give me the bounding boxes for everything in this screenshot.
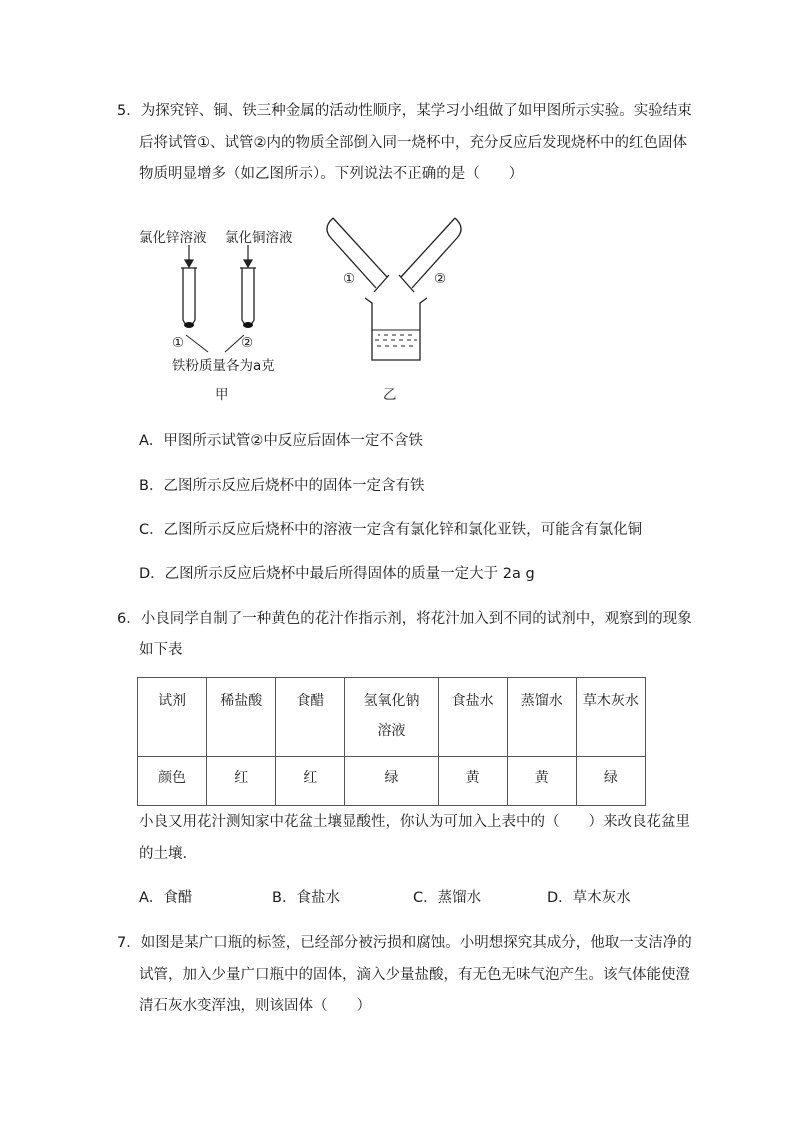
q6-option-b[interactable]: B．食盐水 [272, 890, 340, 906]
q6-stem-line-1: 6．小良同学自制了一种黄色的花汁作指示剂，将花汁加入到不同的试剂中，观察到的现象 [117, 611, 692, 627]
q6-followup-line-1: 小良又用花汁测知家中花盆土壤显酸性，你认为可加入上表中的（ ）来改良花盆里 [139, 814, 690, 830]
table-cell: 黄 [507, 757, 576, 806]
label-zinc-chloride: 氯化锌溶液 [139, 230, 207, 246]
indicator-color-table [137, 677, 646, 806]
q5-option-c[interactable]: C．乙图所示反应后烧杯中的溶液一定含有氯化锌和氯化亚铁，可能含有氯化铜 [139, 522, 643, 538]
table-cell: 稀盐酸 [207, 678, 276, 757]
q6-option-c[interactable]: C．蒸馏水 [413, 890, 482, 906]
q5-option-a[interactable]: A．甲图所示试管②中反应后固体一定不含铁 [139, 433, 423, 449]
table-cell: 绿 [345, 757, 438, 806]
label-copper-chloride: 氯化铜溶液 [225, 230, 293, 246]
q5-option-b[interactable]: B．乙图所示反应后烧杯中的固体一定含有铁 [139, 478, 425, 494]
table-cell: 黄 [438, 757, 507, 806]
test-tube-1-icon [181, 268, 197, 328]
pouring-tube-1-icon [327, 218, 389, 292]
q5-stem-line-2: 后将试管①、试管②内的物质全部倒入同一烧杯中，充分反应后发现烧杯中的红色固体 [139, 135, 687, 151]
table-cell: 草木灰水 [576, 678, 645, 757]
iron-mass-label: 铁粉质量各为a克 [172, 358, 275, 374]
figure-caption-jia: 甲 [215, 387, 229, 403]
pour-tube-2-number: ② [434, 271, 447, 287]
table-row-colors [138, 757, 646, 806]
q7-stem-line-1: 7．如图是某广口瓶的标签，已经部分被污损和腐蚀。小明想探究其成分，他取一支洁净的 [117, 935, 692, 951]
table-cell: 食盐水 [438, 678, 507, 757]
pour-tube-1-number: ① [343, 271, 356, 287]
arrow-tube1-icon [185, 245, 193, 267]
q5-option-d[interactable]: D．乙图所示反应后烧杯中最后所得固体的质量一定大于 2a g [139, 566, 535, 582]
tube-2-number: ② [241, 335, 254, 351]
q7-stem-line-3: 清石灰水变浑浊，则该固体（ ） [139, 998, 371, 1014]
q5-experiment-figure [0, 0, 794, 420]
figure-caption-yi: 乙 [383, 387, 397, 403]
table-cell: 食醋 [276, 678, 345, 757]
pouring-tube-2-icon [399, 218, 461, 292]
q6-option-d[interactable]: D．草木灰水 [547, 890, 631, 906]
tube-1-number: ① [172, 335, 185, 351]
q5-stem-line-1: 5．为探究锌、铜、铁三种金属的活动性顺序，某学习小组做了如甲图所示实验。实验结束 [117, 103, 692, 119]
q6-stem-line-2: 如下表 [139, 642, 183, 658]
table-row-reagents [138, 678, 646, 757]
table-cell: 蒸馏水 [507, 678, 576, 757]
table-cell: 绿 [576, 757, 645, 806]
table-cell: 红 [276, 757, 345, 806]
q6-followup-line-2: 的土壤． [139, 846, 197, 862]
table-cell: 氢氧化钠溶液 [345, 678, 438, 757]
q6-option-a[interactable]: A．食醋 [139, 890, 193, 906]
beaker-icon [365, 298, 427, 360]
table-cell: 红 [207, 757, 276, 806]
test-tube-2-icon [240, 268, 256, 328]
arrow-tube2-icon [244, 245, 252, 267]
q5-stem-line-3: 物质明显增多（如乙图所示）。下列说法不正确的是（ ） [139, 166, 524, 182]
table-cell: 试剂 [138, 678, 207, 757]
q7-stem-line-2: 试管，加入少量广口瓶中的固体，滴入少量盐酸，有无色无味气泡产生。该气体能使澄 [139, 967, 690, 983]
table-cell: 颜色 [138, 757, 207, 806]
